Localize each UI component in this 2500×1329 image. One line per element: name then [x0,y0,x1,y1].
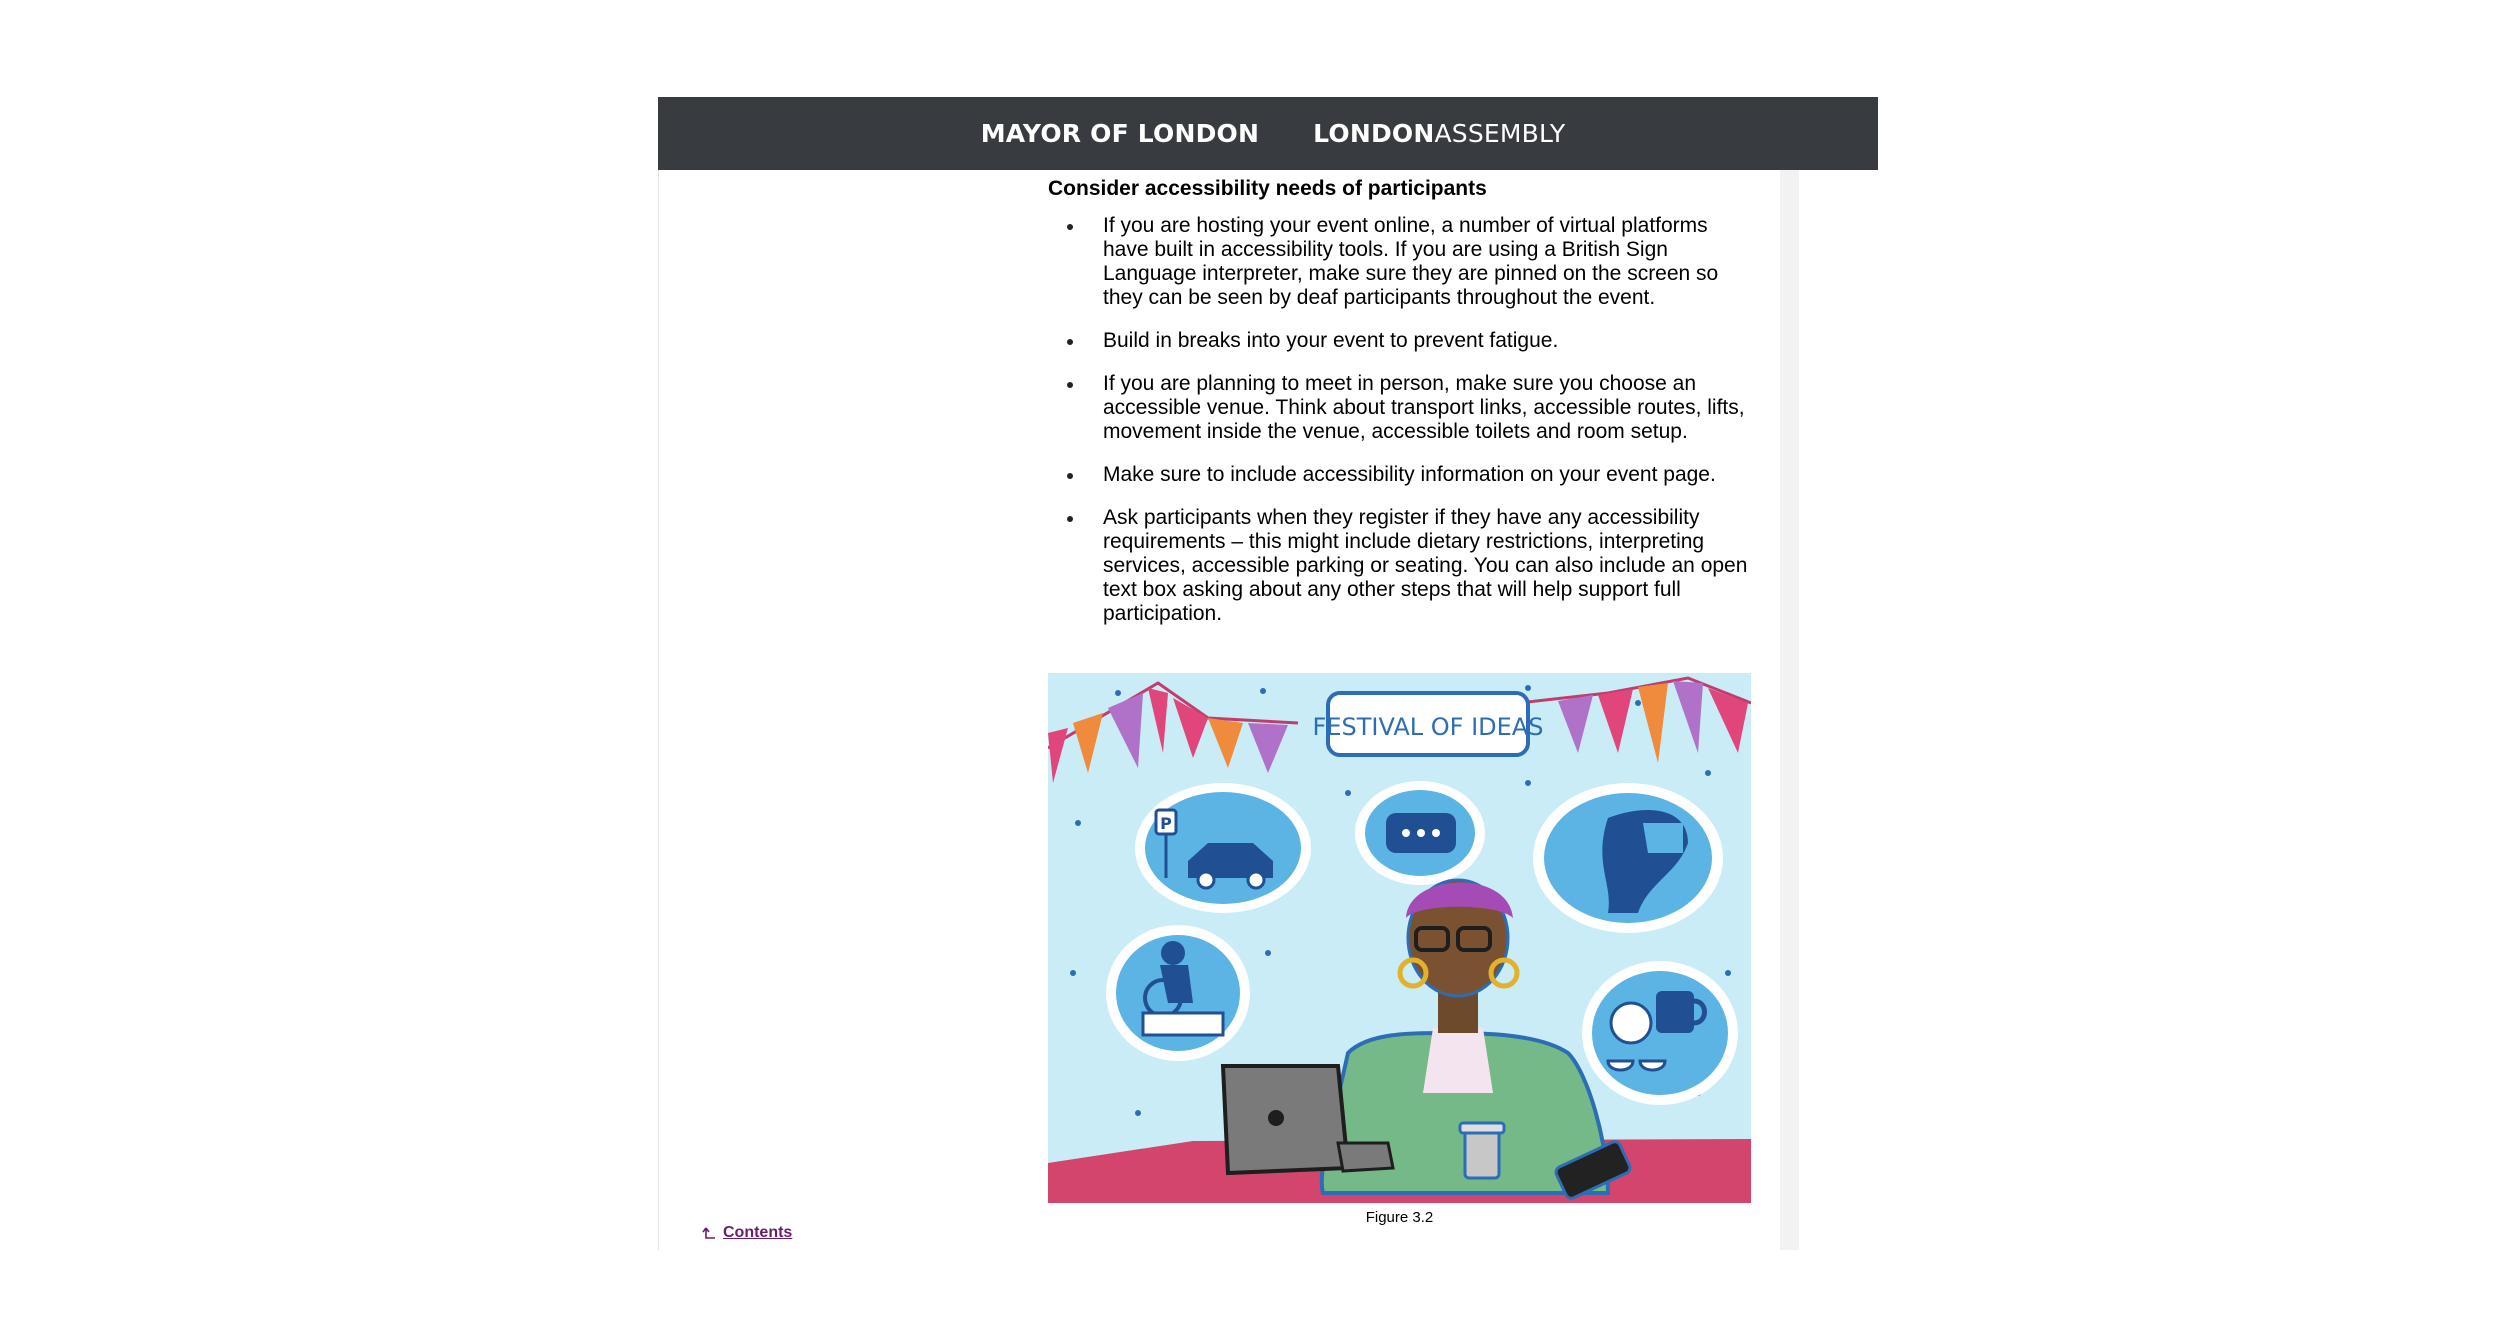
list-item-text: If you are planning to meet in person, make sure you choose an accessible venue. Think about transport links, accessible routes, lifts, movement inside the venue, accessible toilets and room setup. [1103,372,1745,443]
content-section [1048,175,1753,645]
contents-link-label[interactable]: Contents [723,1224,793,1241]
bullet-icon [1067,339,1073,345]
bullet-icon [1067,516,1073,522]
top-banner [658,97,1878,170]
list-item [1048,214,1753,310]
parking-bubble [1135,783,1311,913]
sign-language-bubble [1533,783,1723,933]
festival-banner-text: FESTIVAL OF IDEAS [1312,713,1544,741]
assembly-logo-light: ASSEMBLY [1434,119,1566,148]
bullet-icon [1067,382,1073,388]
list-item-text: Ask participants when they register if they have any accessibility requirements – this might include dietary restrictions, interpreting services, accessible parking or seating. You can also include an open text box asking about any other steps that will help support full participation. [1103,506,1748,625]
chat-bubble [1355,781,1485,885]
list-item [1048,329,1753,353]
section-heading: Consider accessibility needs of participants [1048,177,1487,200]
assembly-logo-bold: LONDON [1313,119,1435,148]
mayor-of-london-logo[interactable]: MAYOR OF LONDON [980,119,1260,148]
figure-caption: Figure 3.2 [1365,1209,1434,1226]
list-item [1048,506,1753,626]
list-item-text: Build in breaks into your event to prevent fatigue. [1103,329,1559,352]
bullet-icon [1067,224,1073,230]
festival-banner [1313,693,1544,755]
coffee-cup [1460,1123,1504,1178]
wheelchair-bubble [1106,925,1250,1061]
right-scroll-track[interactable] [1780,170,1799,1250]
contents-link[interactable] [702,1224,792,1242]
london-assembly-logo[interactable] [1313,119,1565,148]
list-item [1048,372,1753,444]
festival-illustration [1048,673,1751,1203]
parking-sign-text: P [1160,814,1172,833]
list-item-text: Make sure to include accessibility information on your event page. [1103,463,1716,486]
list-item [1048,463,1753,487]
bullet-list [1048,214,1753,626]
food-drink-bubble [1582,961,1738,1105]
list-item-text: If you are hosting your event online, a number of virtual platforms have built in accessibility tools. If you are using a British Sign Language interpreter, make sure they are pinned on the screen so they can be seen by deaf participants throughout the event. [1103,214,1719,309]
return-arrow-icon [702,1226,716,1242]
bullet-icon [1067,473,1073,479]
